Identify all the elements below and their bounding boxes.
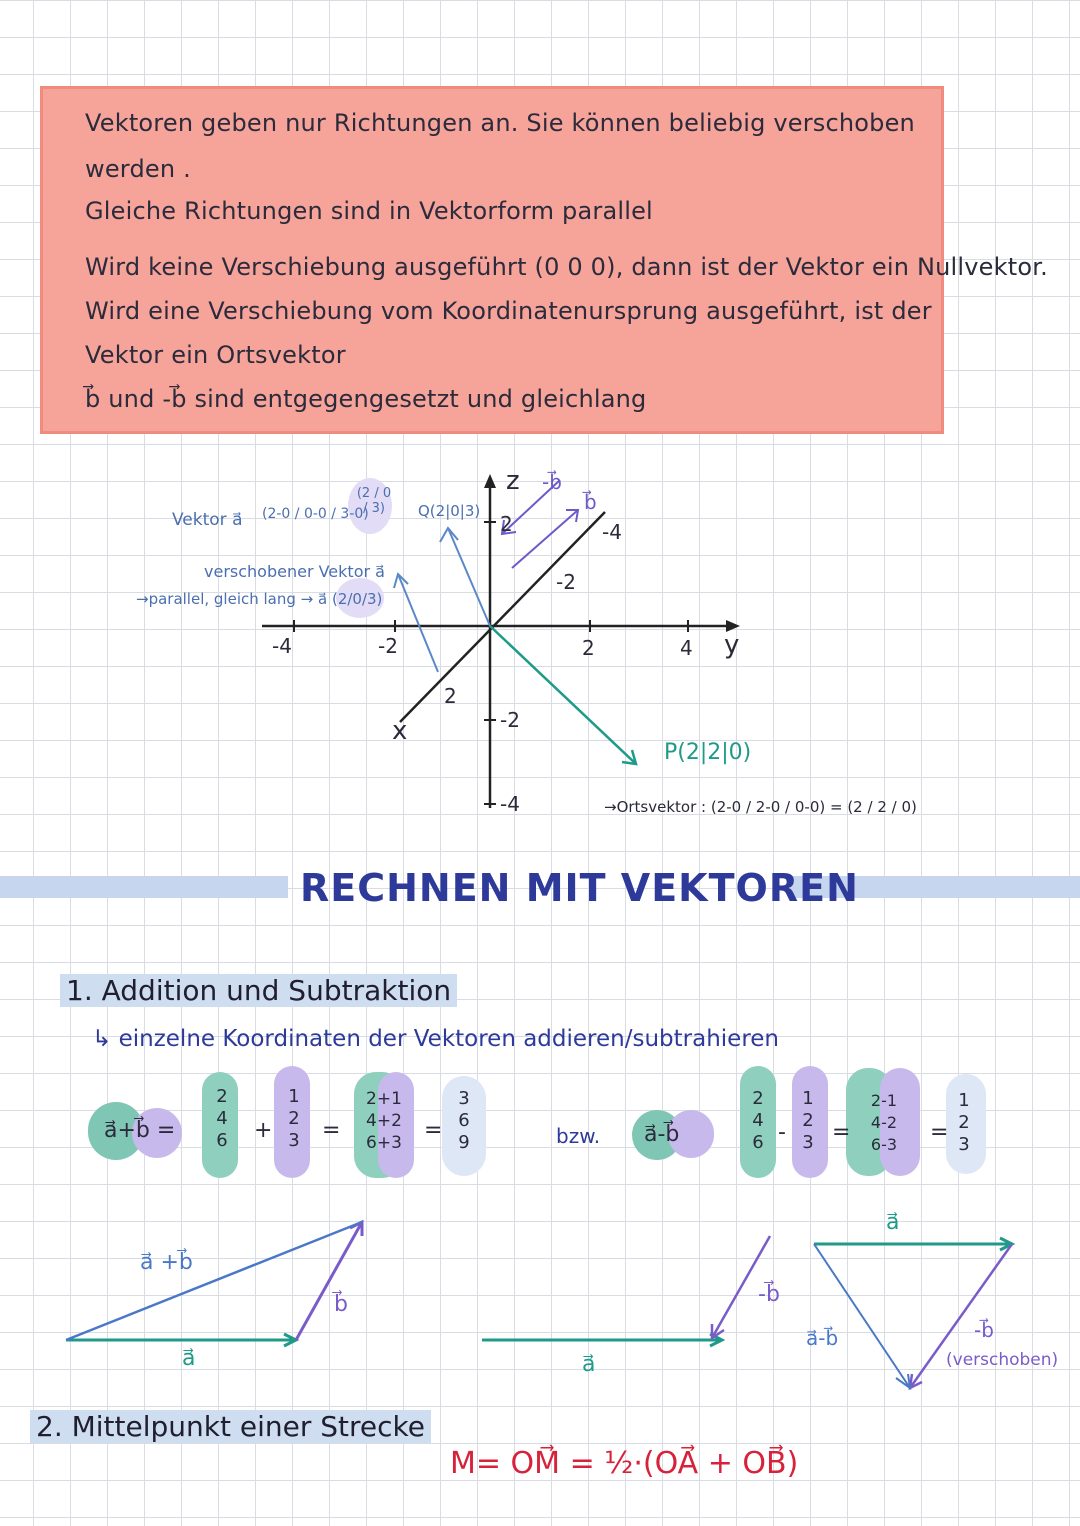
- note-line-6: Vektor ein Ortsvektor: [85, 341, 346, 369]
- equals-sign-3: =: [832, 1120, 851, 1145]
- page-title: RECHNEN MIT VEKTOREN: [300, 866, 859, 910]
- tri1-b: [296, 1222, 362, 1340]
- equals-sign-2: =: [424, 1118, 443, 1143]
- verschoben-label: verschobener Vektor a⃗: [204, 562, 385, 581]
- section1-sub: ↳ einzelne Koordinaten der Vektoren addieren/subtrahieren: [92, 1026, 780, 1052]
- z-arrowhead: [484, 474, 496, 488]
- tick-z-neg4: -4: [500, 792, 520, 816]
- add-m4: 3 6 9: [458, 1088, 470, 1153]
- note-line-7: b⃗ und -b⃗ sind entgegengesetzt und gleichlang: [85, 385, 647, 413]
- axis-x-label: x: [392, 716, 408, 746]
- vektor-a-result: (2 / 0 / 3): [356, 486, 392, 516]
- tri2-a-label: a⃗: [582, 1352, 596, 1377]
- bzw-label: bzw.: [556, 1124, 601, 1148]
- tick-z-2: 2: [500, 512, 513, 536]
- equals-sign-4: =: [930, 1120, 949, 1145]
- note-line-2: werden .: [85, 155, 191, 183]
- plus-sign: +: [254, 1118, 273, 1143]
- tri3-diff: [814, 1244, 910, 1388]
- tri3-a-label: a⃗: [886, 1210, 900, 1235]
- sub-m1: 2 4 6: [752, 1088, 764, 1153]
- add-m1: 2 4 6: [216, 1086, 228, 1151]
- tri3-minus-b-label: -b⃗: [974, 1318, 994, 1342]
- tick-y-neg4: -4: [272, 634, 292, 658]
- note-line-1: Vektoren geben nur Richtungen an. Sie können beliebig verschoben: [85, 109, 915, 137]
- minus-sign: -: [778, 1120, 786, 1145]
- add-m3: 2+1 4+2 6+3: [366, 1089, 402, 1153]
- sub-m2: 1 2 3: [802, 1088, 814, 1153]
- tri1-sum-label: a⃗ +b⃗: [140, 1250, 193, 1275]
- tick-x-2: 2: [444, 684, 457, 708]
- add-lhs: a⃗+b⃗ =: [104, 1118, 176, 1143]
- ortsvektor-label: →Ortsvektor : (2-0 / 2-0 / 0-0) = (2 / 2 / 0): [604, 798, 917, 816]
- coordinate-diagram: [0, 450, 1080, 850]
- parallel-label: →parallel, gleich lang → a⃗ (2/0/3): [136, 590, 383, 608]
- tick-y-4: 4: [680, 636, 693, 660]
- note-box: [40, 86, 1048, 434]
- tick-y-neg2: -2: [378, 634, 398, 658]
- tri3-versch-label: (verschoben): [946, 1350, 1059, 1370]
- axis-z-label: z: [506, 466, 520, 496]
- x-axis: [400, 512, 605, 722]
- tri1-a-label: a⃗: [182, 1346, 196, 1371]
- q-label: Q(2|0|3): [418, 502, 481, 520]
- midpoint-formula: M= OM⃗ = ½·(OA⃗ + OB⃗): [450, 1446, 799, 1481]
- tri1-b-label: b⃗: [334, 1292, 348, 1317]
- sub-m3: 2-1 4-2 6-3: [870, 1091, 898, 1154]
- vector-a: [448, 528, 490, 626]
- tick-z-neg2: -2: [500, 708, 520, 732]
- tick-y-2: 2: [582, 636, 595, 660]
- p-label: P(2|2|0): [664, 740, 752, 765]
- sub-lhs: a⃗-b⃗: [644, 1122, 680, 1147]
- axis-y-label: y: [724, 630, 740, 660]
- add-m2: 1 2 3: [288, 1086, 300, 1151]
- tri1-sum: [66, 1222, 362, 1340]
- section1-heading: 1. Addition und Subtraktion: [60, 974, 457, 1007]
- b-label: b⃗: [584, 490, 597, 514]
- shifted-vector-a: [398, 574, 438, 672]
- tri2-minus-b-label: -b⃗: [758, 1282, 780, 1307]
- title-band-left: [0, 876, 288, 898]
- vector-triangles: [0, 1200, 1080, 1410]
- tri3-diff-label: a⃗-b⃗: [806, 1326, 839, 1350]
- minus-b-label: -b⃗: [542, 470, 562, 494]
- note-line-3: Gleiche Richtungen sind in Vektorform parallel: [85, 197, 653, 225]
- vektor-a-matrix: (2-0 / 0-0 / 3-0): [262, 506, 369, 522]
- vector-p: [490, 626, 636, 764]
- tick-x-neg4: -4: [602, 520, 622, 544]
- section2-heading: 2. Mittelpunkt einer Strecke: [30, 1410, 431, 1443]
- vector-b: [512, 510, 578, 568]
- vektor-a-label: Vektor a⃗: [172, 510, 243, 530]
- note-line-5: Wird eine Verschiebung vom Koordinatenursprung ausgeführt, ist der: [85, 297, 932, 325]
- sub-m4: 1 2 3: [958, 1090, 970, 1155]
- note-line-4: Wird keine Verschiebung ausgeführt (0 0 0), dann ist der Vektor ein Nullvektor.: [85, 253, 1048, 281]
- tick-x-neg2: -2: [556, 570, 576, 594]
- equals-sign: =: [322, 1118, 341, 1143]
